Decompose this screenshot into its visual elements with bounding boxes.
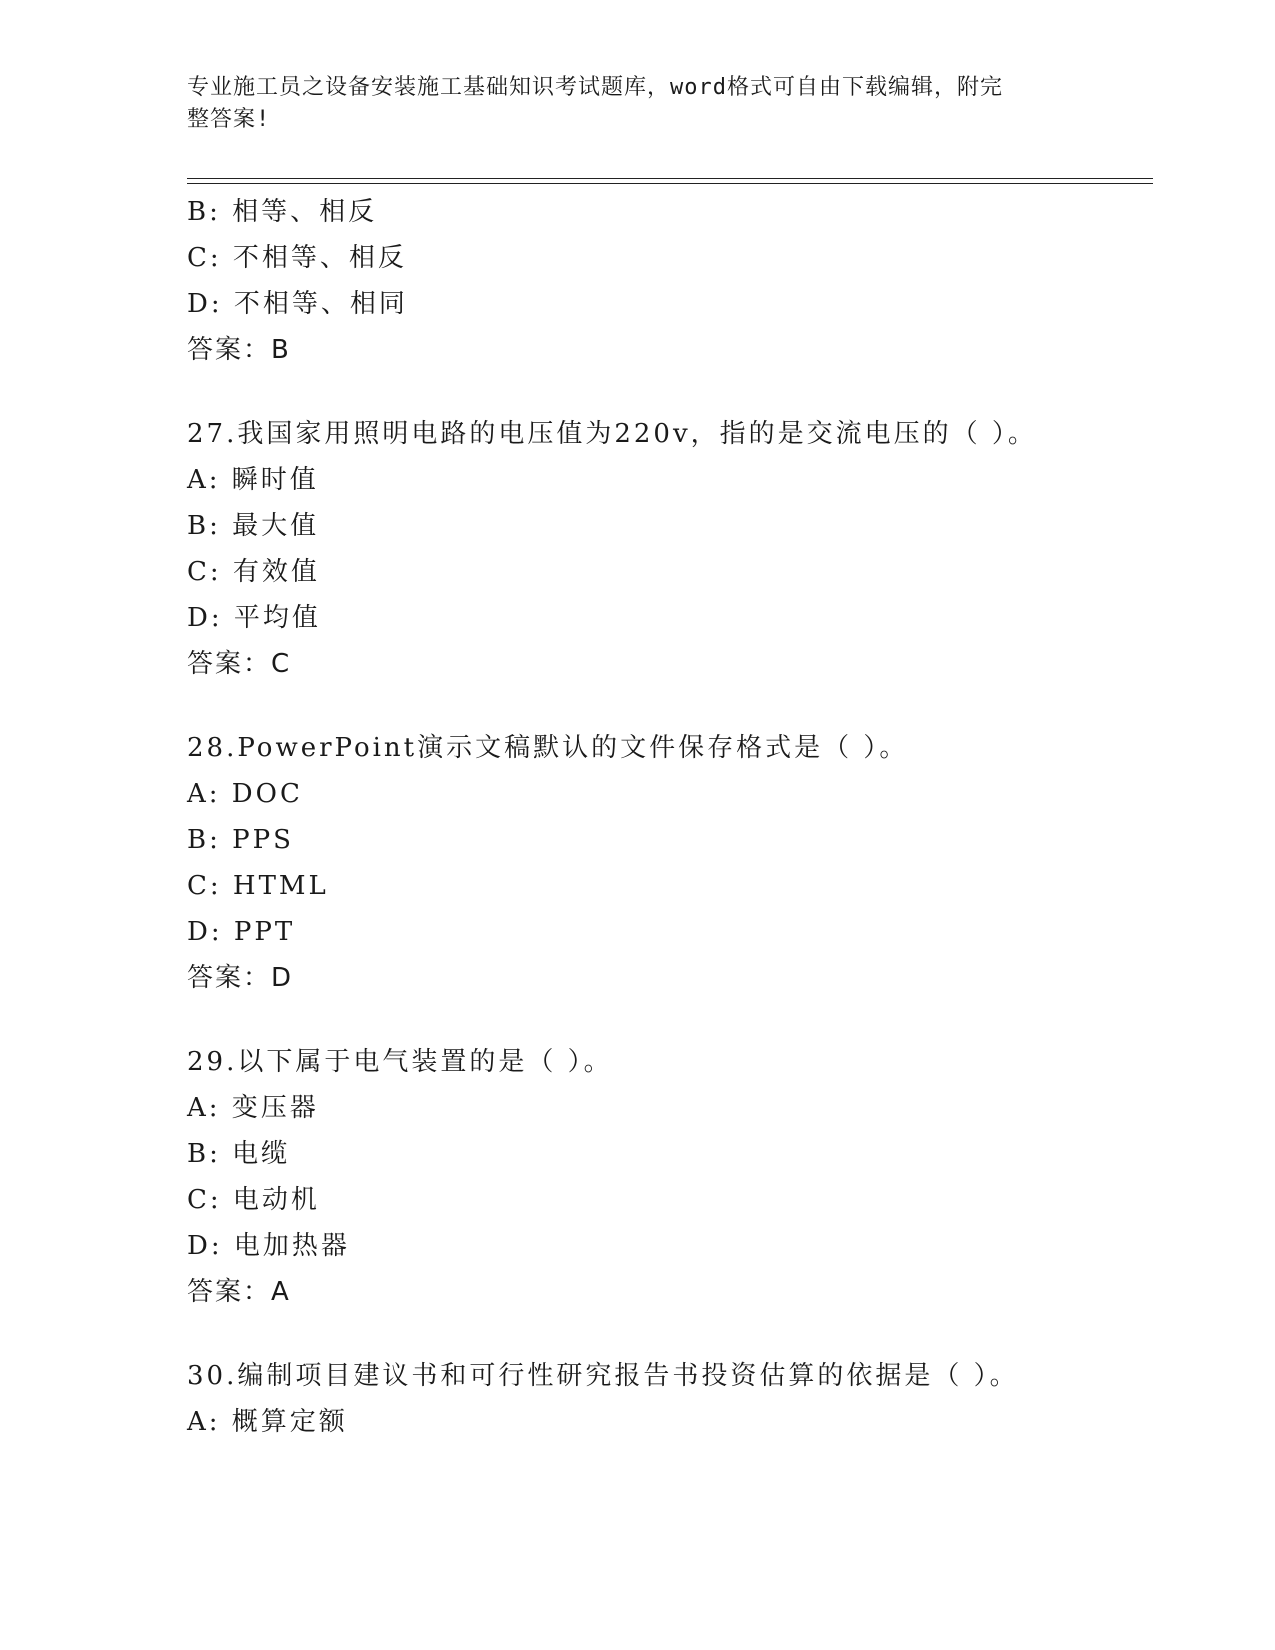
option-d: D: 平均值 bbox=[187, 603, 321, 633]
option-c: C: HTML bbox=[187, 871, 329, 901]
question-text: 28.PowerPoint演示文稿默认的文件保存格式是（ ）。 bbox=[187, 733, 909, 763]
header-rule-top bbox=[187, 178, 1153, 179]
option-d: D: PPT bbox=[187, 917, 296, 947]
question-28 bbox=[187, 725, 1153, 1001]
answer: 答案：A bbox=[187, 1277, 291, 1307]
option-c: C: 不相等、相反 bbox=[187, 243, 407, 273]
option-a: A: 变压器 bbox=[187, 1093, 319, 1123]
question-27 bbox=[187, 411, 1153, 687]
option-c: C: 电动机 bbox=[187, 1185, 320, 1215]
question-text: 29.以下属于电气装置的是（ ）。 bbox=[187, 1047, 613, 1077]
option-a: A: 概算定额 bbox=[187, 1407, 348, 1437]
question-text: 27.我国家用照明电路的电压值为220v，指的是交流电压的（ ）。 bbox=[187, 419, 1037, 449]
option-d: D: 不相等、相同 bbox=[187, 289, 408, 319]
option-d: D: 电加热器 bbox=[187, 1231, 350, 1261]
option-c: C: 有效值 bbox=[187, 557, 320, 587]
document-header bbox=[187, 72, 1067, 136]
option-b: B: 电缆 bbox=[187, 1139, 291, 1169]
question-29 bbox=[187, 1039, 1153, 1315]
option-b: B: PPS bbox=[187, 825, 294, 855]
option-b: B: 相等、相反 bbox=[187, 197, 378, 227]
answer: 答案：C bbox=[187, 649, 292, 679]
header-line-1: 专业施工员之设备安装施工基础知识考试题库，word格式可自由下载编辑，附完 bbox=[187, 75, 1003, 100]
question-text: 30.编制项目建议书和可行性研究报告书投资估算的依据是（ ）。 bbox=[187, 1361, 1019, 1391]
question-list bbox=[187, 189, 1153, 1445]
option-b: B: 最大值 bbox=[187, 511, 320, 541]
option-a: A: DOC bbox=[187, 779, 303, 809]
answer: 答案：B bbox=[187, 335, 291, 365]
question-30 bbox=[187, 1353, 1153, 1445]
header-line-2: 整答案! bbox=[187, 107, 271, 132]
header-rule-bottom bbox=[187, 183, 1153, 184]
question-26-tail bbox=[187, 189, 1153, 373]
option-a: A: 瞬时值 bbox=[187, 465, 319, 495]
answer: 答案：D bbox=[187, 963, 294, 993]
